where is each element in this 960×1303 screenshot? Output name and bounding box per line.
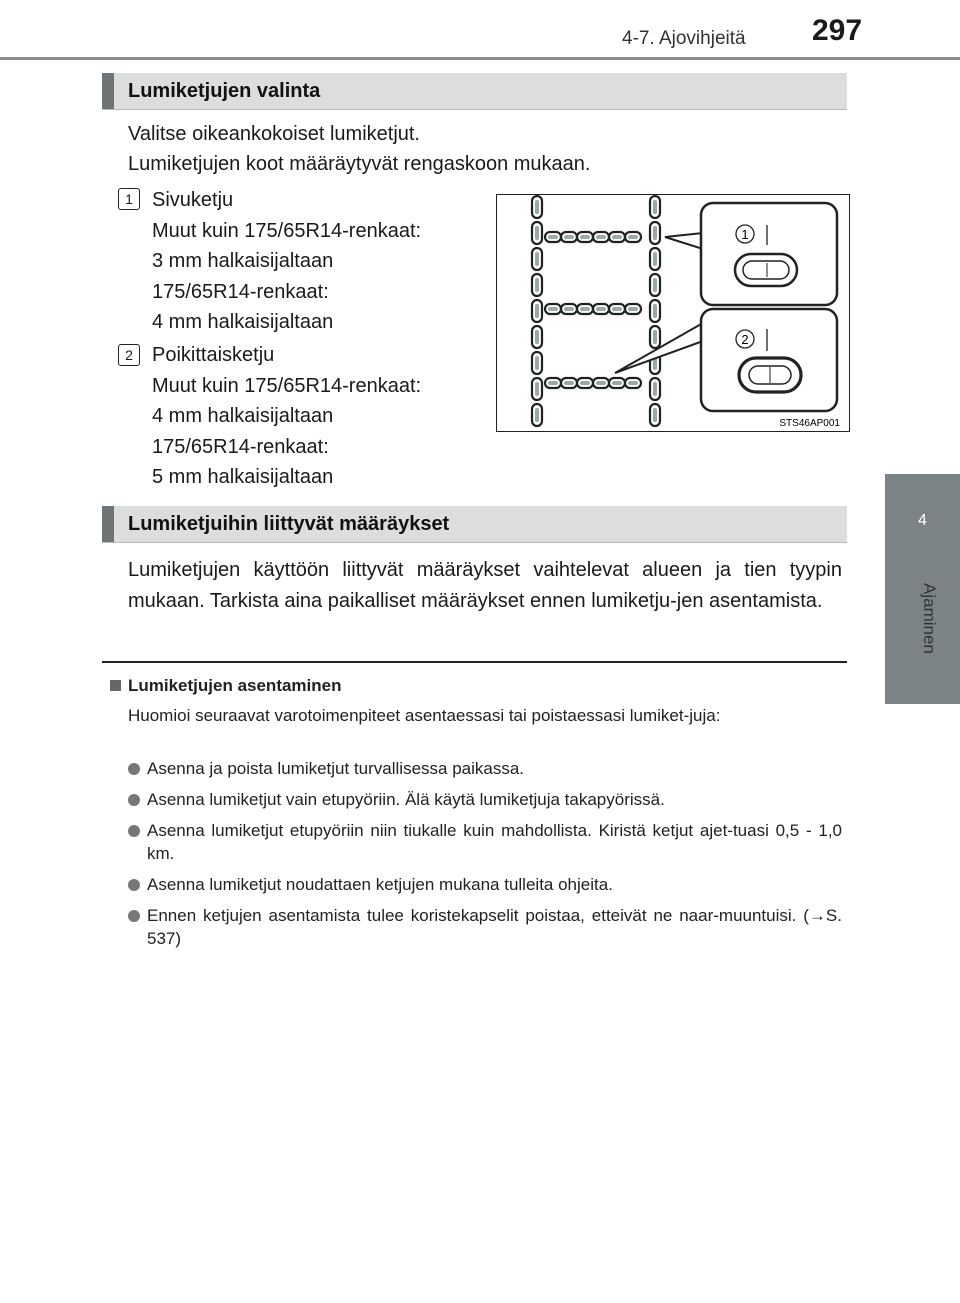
section-title: Lumiketjujen valinta — [128, 80, 321, 102]
square-bullet-icon — [110, 680, 121, 691]
side-chain-left — [532, 196, 542, 426]
snow-chain-illustration — [496, 194, 850, 432]
chapter-tab-label: Ajaminen — [920, 583, 939, 654]
installation-intro: Huomioi seuraavat varotoimenpiteet asentaessasi tai poistaessasi lumiket-juja: — [128, 706, 721, 725]
item-2-line: Poikittaisketju — [152, 344, 275, 366]
intro-line-2: Lumiketjujen koot määräytyvät rengaskoon mukaan. — [128, 153, 591, 175]
section-heading-regulations — [102, 506, 847, 542]
bullet-text: Asenna lumiketjut etupyöriin niin tiukalle kuin mahdollista. Kiristä ketjut ajet-tuasi 0,5 - 1,0 km. — [147, 821, 842, 863]
section-divider — [102, 661, 847, 663]
item-2-line: 5 mm halkaisijaltaan — [152, 466, 334, 488]
item-1-line: Sivuketju — [152, 189, 234, 211]
section-underline — [102, 109, 847, 110]
chapter-title: 4-7. Ajovihjeitä — [622, 28, 746, 49]
bullet-icon — [128, 825, 140, 837]
regulations-paragraph: Lumiketjujen käyttöön liittyvät määräykset vaihtelevat alueen ja tien tyypin mukaan. Tarkista aina paikalliset määräykset ennen lumiketju-jen asentamista. — [128, 559, 842, 612]
bullet-icon — [128, 879, 140, 891]
side-chain-right — [650, 196, 660, 426]
item-2-line: 175/65R14-renkaat: — [152, 435, 329, 458]
cross-chain-top — [545, 232, 641, 242]
item-2-text — [152, 340, 421, 493]
item-1-line: 3 mm halkaisijaltaan — [152, 250, 334, 272]
figure-code: STS46AP001 — [779, 418, 840, 429]
cross-chain-middle — [545, 304, 641, 314]
bullet-text: Asenna lumiketjut noudattaen ketjujen mukana tulleita ohjeita. — [147, 875, 613, 894]
installation-heading: Lumiketjujen asentaminen — [128, 676, 342, 695]
item-2-line: 4 mm halkaisijaltaan — [152, 405, 334, 427]
cross-chain-bottom — [545, 378, 641, 388]
snow-chain-drawing — [497, 195, 849, 431]
intro-line-1: Valitse oikeankokoiset lumiketjut. — [128, 123, 420, 145]
section-title: Lumiketjuihin liittyvät määräykset — [128, 513, 450, 535]
item-2-line: Muut kuin 175/65R14-renkaat: — [152, 374, 422, 397]
item-1-text — [152, 185, 421, 338]
bullet-icon — [128, 794, 140, 806]
item-number-1: 1 — [118, 188, 140, 210]
bullet-text: Ennen ketjujen asentamista tulee koristekapselit poistaa, etteivät ne naar-muuntuisi. (→S. 537) — [147, 906, 842, 948]
page-number: 297 — [812, 14, 863, 47]
item-1-line: 175/65R14-renkaat: — [152, 280, 329, 303]
section-heading-selection — [102, 73, 847, 109]
section-underline — [102, 542, 847, 543]
callout-2: 2 — [741, 332, 749, 347]
callout-1: 1 — [741, 227, 749, 242]
bullet-icon — [128, 910, 140, 922]
item-1-line: Muut kuin 175/65R14-renkaat: — [152, 219, 422, 242]
detail-box-2 — [701, 309, 837, 411]
chapter-tab-number: 4 — [918, 512, 927, 529]
item-number-2: 2 — [118, 344, 140, 366]
header-rule — [0, 57, 960, 60]
bullet-text: Asenna lumiketjut vain etupyöriin. Älä käytä lumiketjuja takapyörissä. — [147, 790, 665, 809]
bullet-text: Asenna ja poista lumiketjut turvallisessa paikassa. — [147, 759, 525, 778]
bullet-icon — [128, 763, 140, 775]
item-1-line: 4 mm halkaisijaltaan — [152, 311, 334, 333]
heading-bar — [102, 506, 114, 542]
heading-bar — [102, 73, 114, 109]
